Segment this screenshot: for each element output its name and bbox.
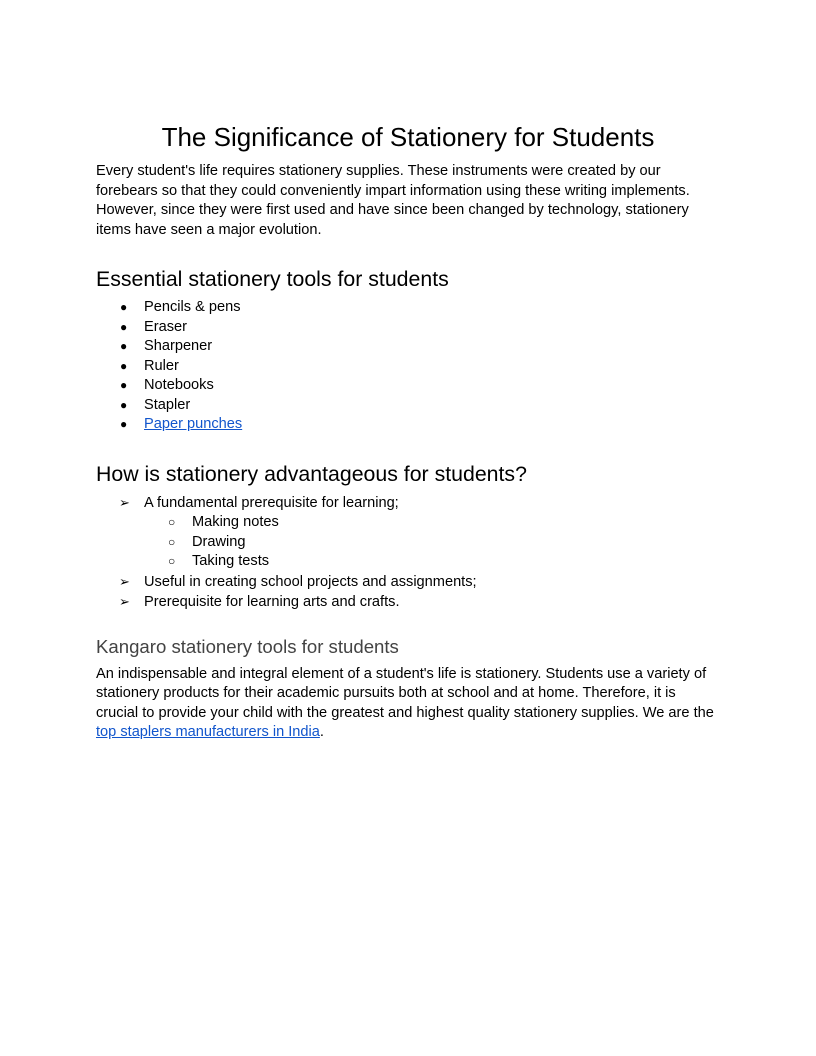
sublist-item [144,533,720,553]
sublist-item [144,552,720,572]
sublist-item-label: Taking tests [192,553,270,569]
arrow-bullet-icon: ➢ [119,573,130,589]
list-item [96,592,720,613]
bullet-icon: ● [120,300,128,314]
arrow-bullet-icon: ➢ [119,494,130,510]
bullet-icon: ● [120,319,128,334]
sublist-item-label: Making notes [192,514,279,530]
bullet-icon: ● [120,417,128,431]
bullet-icon: ● [120,397,128,412]
list-item [96,318,720,338]
list-item [96,337,720,357]
arrow-bullet-icon: ➢ [119,594,130,609]
list-item-label: Prerequisite for learning arts and crafts. [144,594,400,610]
list-item [96,396,720,416]
list-item-label: Sharpener [144,338,213,354]
kangaro-paragraph [96,665,720,743]
paragraph-end: . [319,724,324,740]
document-page [96,120,720,743]
circle-bullet-icon: ○ [168,515,176,529]
section-heading-essential-tools: Essential stationery tools for students [96,267,449,291]
list-item [96,415,720,435]
kangaro-paragraph-text: An indispensable and integral element of a student's life is stationery. Students use a variety of stationery products for their academic pursuits both at school and at home. Therefore, it is crucial to provide your child with the greatest and highest quality stationery supplies. We are the [96,665,714,721]
list-item-label: Useful in creating school projects and assignments; [144,573,477,590]
list-item [96,376,720,396]
essential-tools-list [96,298,720,435]
bullet-icon: ● [120,339,128,353]
list-item [96,493,720,572]
sublist-item-label: Drawing [192,533,246,550]
page-title: The Significance of Stationery for Students [161,122,655,152]
circle-bullet-icon: ○ [168,534,176,549]
list-item-label: Stapler [144,396,191,413]
intro-paragraph: Every student's life requires stationery supplies. These instruments were created by our forebears so that they could conveniently impart information using these writing implements. However, since they were first used and have since been changed by technology, stationery items have seen a major evolution. [96,163,690,238]
list-item-label: Notebooks [144,377,214,393]
sublist-item [144,513,720,533]
bullet-icon: ● [120,358,128,373]
list-item-label: A fundamental prerequisite for learning; [144,494,399,511]
staplers-manufacturers-link[interactable]: top staplers manufacturers in India [96,724,320,740]
list-item [96,572,720,593]
paper-punches-link[interactable]: Paper punches [144,416,243,432]
list-item [96,357,720,377]
list-item-label: Pencils & pens [144,299,241,315]
list-item-label: Ruler [144,357,179,374]
list-item-label: Eraser [144,318,187,335]
section-heading-kangaro: Kangaro stationery tools for students [96,635,399,657]
list-item [96,298,720,318]
circle-bullet-icon: ○ [168,554,176,568]
advantages-list [96,493,720,613]
learning-sublist [144,513,720,572]
section-heading-advantages: How is stationery advantageous for students? [96,461,527,486]
bullet-icon: ● [120,378,128,392]
